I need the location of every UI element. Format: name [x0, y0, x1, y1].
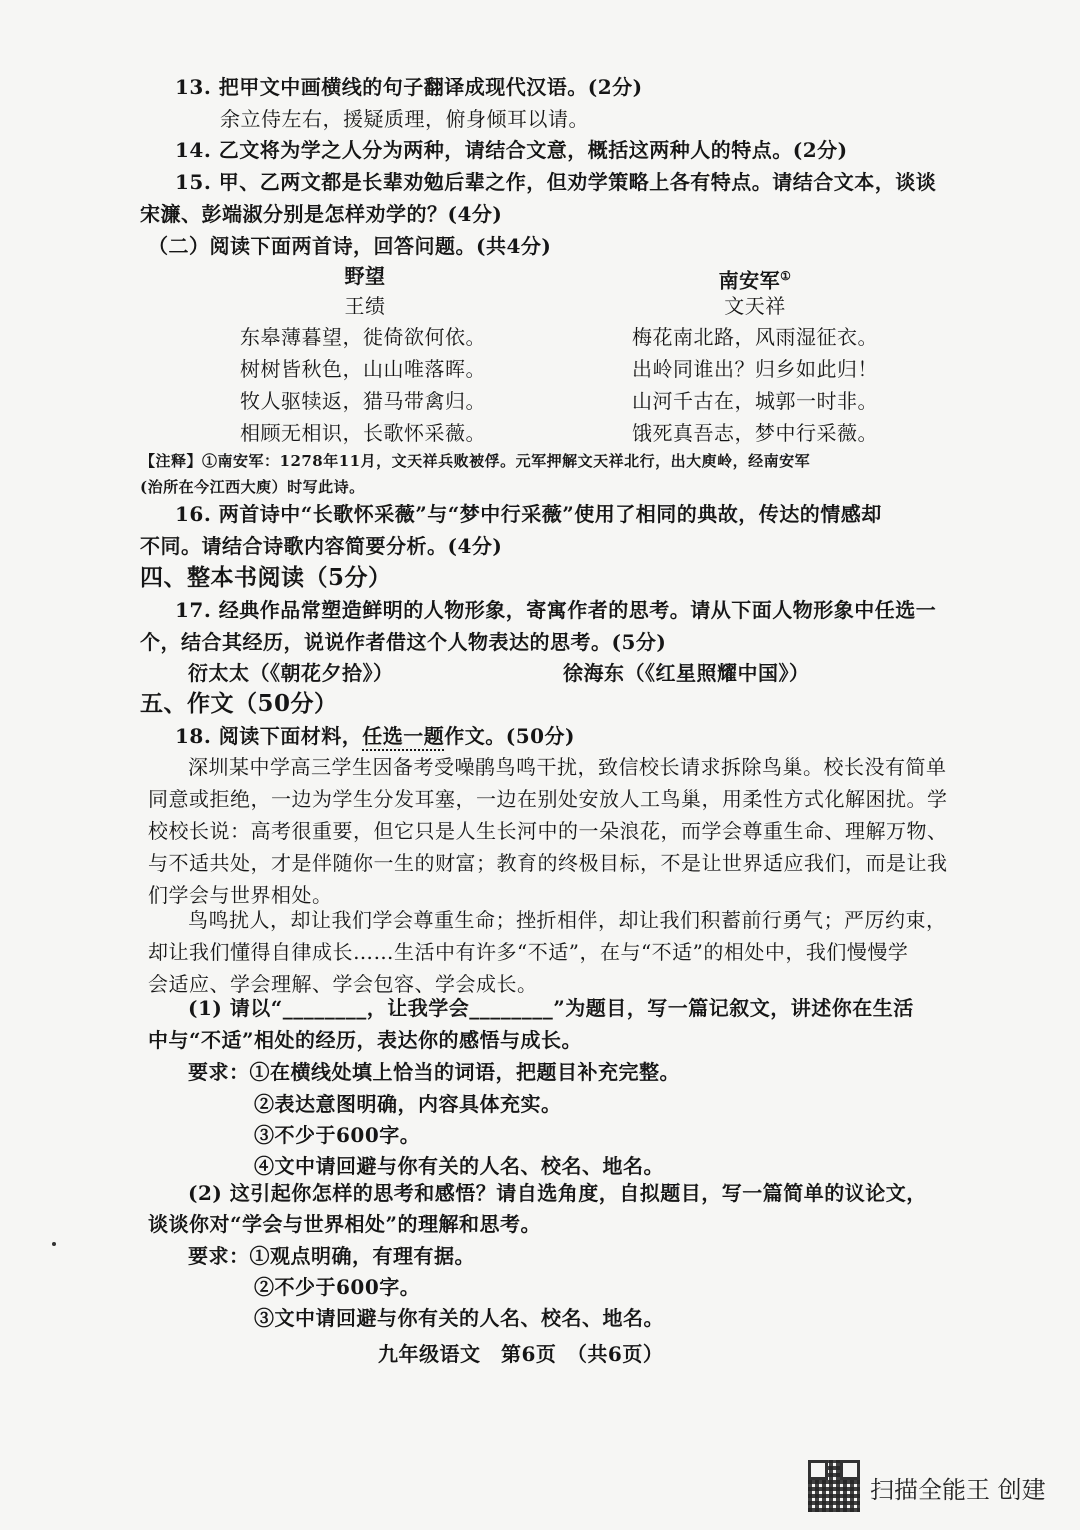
question-15-line1: 15. 甲、乙两文都是长辈劝勉后辈之作，但劝学策略上各有特点。请结合文本，谈谈 — [175, 170, 937, 194]
topic-1-req3: ③不少于600字。 — [254, 1123, 421, 1147]
poem1-author: 王绩 — [344, 294, 386, 318]
material-p1-line2: 同意或拒绝，一边为学生分发耳塞，一边在别处安放人工鸟巢，用柔性方式化解困扰。学 — [148, 787, 948, 811]
question-18-post: 作文。(50分) — [444, 724, 576, 748]
question-17-line2: 个，结合其经历，说说作者借这个人物表达的思考。(5分) — [140, 630, 667, 654]
material-p1-line1: 深圳某中学高三学生因备考受噪鹃鸟鸣干扰，致信校长请求拆除鸟巢。校长没有简单 — [188, 755, 947, 779]
question-13: 13. 把甲文中画横线的句子翻译成现代汉语。(2分) — [175, 75, 643, 99]
question-16-line2: 不同。请结合诗歌内容简要分析。(4分) — [140, 534, 503, 558]
scanner-watermark: 扫描全能王 创建 — [870, 1476, 1046, 1504]
topic-2-line1: (2) 这引起你怎样的思考和感悟？请自选角度，自拟题目，写一篇简单的议论文， — [188, 1181, 927, 1205]
poem1-line1: 东皋薄暮望，徙倚欲何依。 — [240, 325, 486, 349]
page-footer: 九年级语文 第6页 （共6页） — [378, 1342, 664, 1366]
poem2-line3: 山河千古在，城郭一时非。 — [632, 389, 878, 413]
poem2-title — [630, 262, 880, 295]
question-14: 14. 乙文将为学之人分为两种，请结合文意，概括这两种人的特点。(2分) — [175, 138, 848, 162]
poem2-line4: 饿死真吾志，梦中行采薇。 — [632, 421, 878, 445]
question-18 — [175, 722, 575, 750]
material-p1-line5: 们学会与世界相处。 — [148, 883, 333, 907]
section-4-heading: 四、整本书阅读（5分） — [140, 564, 392, 591]
topic-1-line1: (1) 请以“________，让我学会________”为题目，写一篇记叙文，讲述你在生活 — [188, 996, 914, 1020]
material-p1-line4: 与不适共处，才是伴随你一生的财富；教育的终极目标，不是让世界适应我们，而是让我 — [148, 851, 948, 875]
section-5-heading: 五、作文（50分） — [140, 690, 338, 717]
question-17-line1: 17. 经典作品常塑造鲜明的人物形象，寄寓作者的思考。请从下面人物形象中任选一 — [175, 598, 937, 622]
poem1-line2: 树树皆秋色，山山唯落晖。 — [240, 357, 486, 381]
poem2-title-text: 南安军 — [718, 268, 781, 293]
poem2-line2: 出岭同谁出？归乡如此归！ — [632, 357, 878, 381]
topic-2-req1: 要求：①观点明确，有理有据。 — [188, 1244, 475, 1268]
poem1-title: 野望 — [344, 264, 386, 288]
material-p2-line3: 会适应、学会理解、学会包容、学会成长。 — [148, 972, 538, 996]
poem2-author: 文天祥 — [724, 294, 786, 318]
poem2-note-mark: ① — [780, 269, 792, 283]
option-yantaitai: 衍太太（《朝花夕拾》） — [188, 661, 394, 685]
option-xuhaidong: 徐海东（《红星照耀中国》） — [563, 661, 810, 685]
question-15-line2: 宋濂、彭端淑分别是怎样劝学的？(4分) — [140, 202, 503, 226]
poem2-line1: 梅花南北路，风雨湿征衣。 — [632, 325, 878, 349]
topic-2-line2: 谈谈你对“学会与世界相处”的理解和思考。 — [148, 1212, 542, 1236]
topic-1-req1: 要求：①在横线处填上恰当的词语，把题目补充完整。 — [188, 1060, 680, 1084]
topic-1-req4: ④文中请回避与你有关的人名、校名、地名。 — [254, 1154, 664, 1178]
material-p2-line1: 鸟鸣扰人，却让我们学会尊重生命；挫折相伴，却让我们积蓄前行勇气；严厉约束， — [188, 908, 947, 932]
poem1-line3: 牧人驱犊返，猎马带禽归。 — [240, 389, 486, 413]
topic-1-line2: 中与“不适”相处的经历，表达你的感悟与成长。 — [148, 1028, 583, 1052]
question-13-sentence: 余立侍左右，援疑质理，俯身倾耳以请。 — [220, 107, 589, 131]
question-18-emphasis: 任选一题 — [362, 724, 445, 748]
material-p1-line3: 校校长说：高考很重要，但它只是人生长河中的一朵浪花，而学会尊重生命、理解万物、 — [148, 819, 948, 843]
scan-speck — [52, 1242, 56, 1246]
poem1-line4: 相顾无相识，长歌怀采薇。 — [240, 421, 486, 445]
qr-code-icon — [808, 1460, 860, 1512]
topic-2-req2: ②不少于600字。 — [254, 1275, 421, 1299]
material-p2-line2: 却让我们懂得自律成长……生活中有许多“不适”，在与“不适”的相处中，我们慢慢学 — [148, 940, 909, 964]
question-16-line1: 16. 两首诗中“长歌怀采薇”与“梦中行采薇”使用了相同的典故，传达的情感却 — [175, 502, 882, 526]
annotation-line2: (治所在今江西大庾）时写此诗。 — [140, 478, 365, 496]
section-2-heading: （二）阅读下面两首诗，回答问题。(共4分) — [148, 234, 552, 258]
topic-2-req3: ③文中请回避与你有关的人名、校名、地名。 — [254, 1306, 664, 1330]
annotation-line1: 【注释】①南安军：1278年11月，文天祥兵败被俘。元军押解文天祥北行，出大庾岭，经南安军 — [140, 452, 811, 470]
question-18-pre: 18. 阅读下面材料， — [175, 724, 363, 748]
topic-1-req2: ②表达意图明确，内容具体充实。 — [254, 1092, 562, 1116]
